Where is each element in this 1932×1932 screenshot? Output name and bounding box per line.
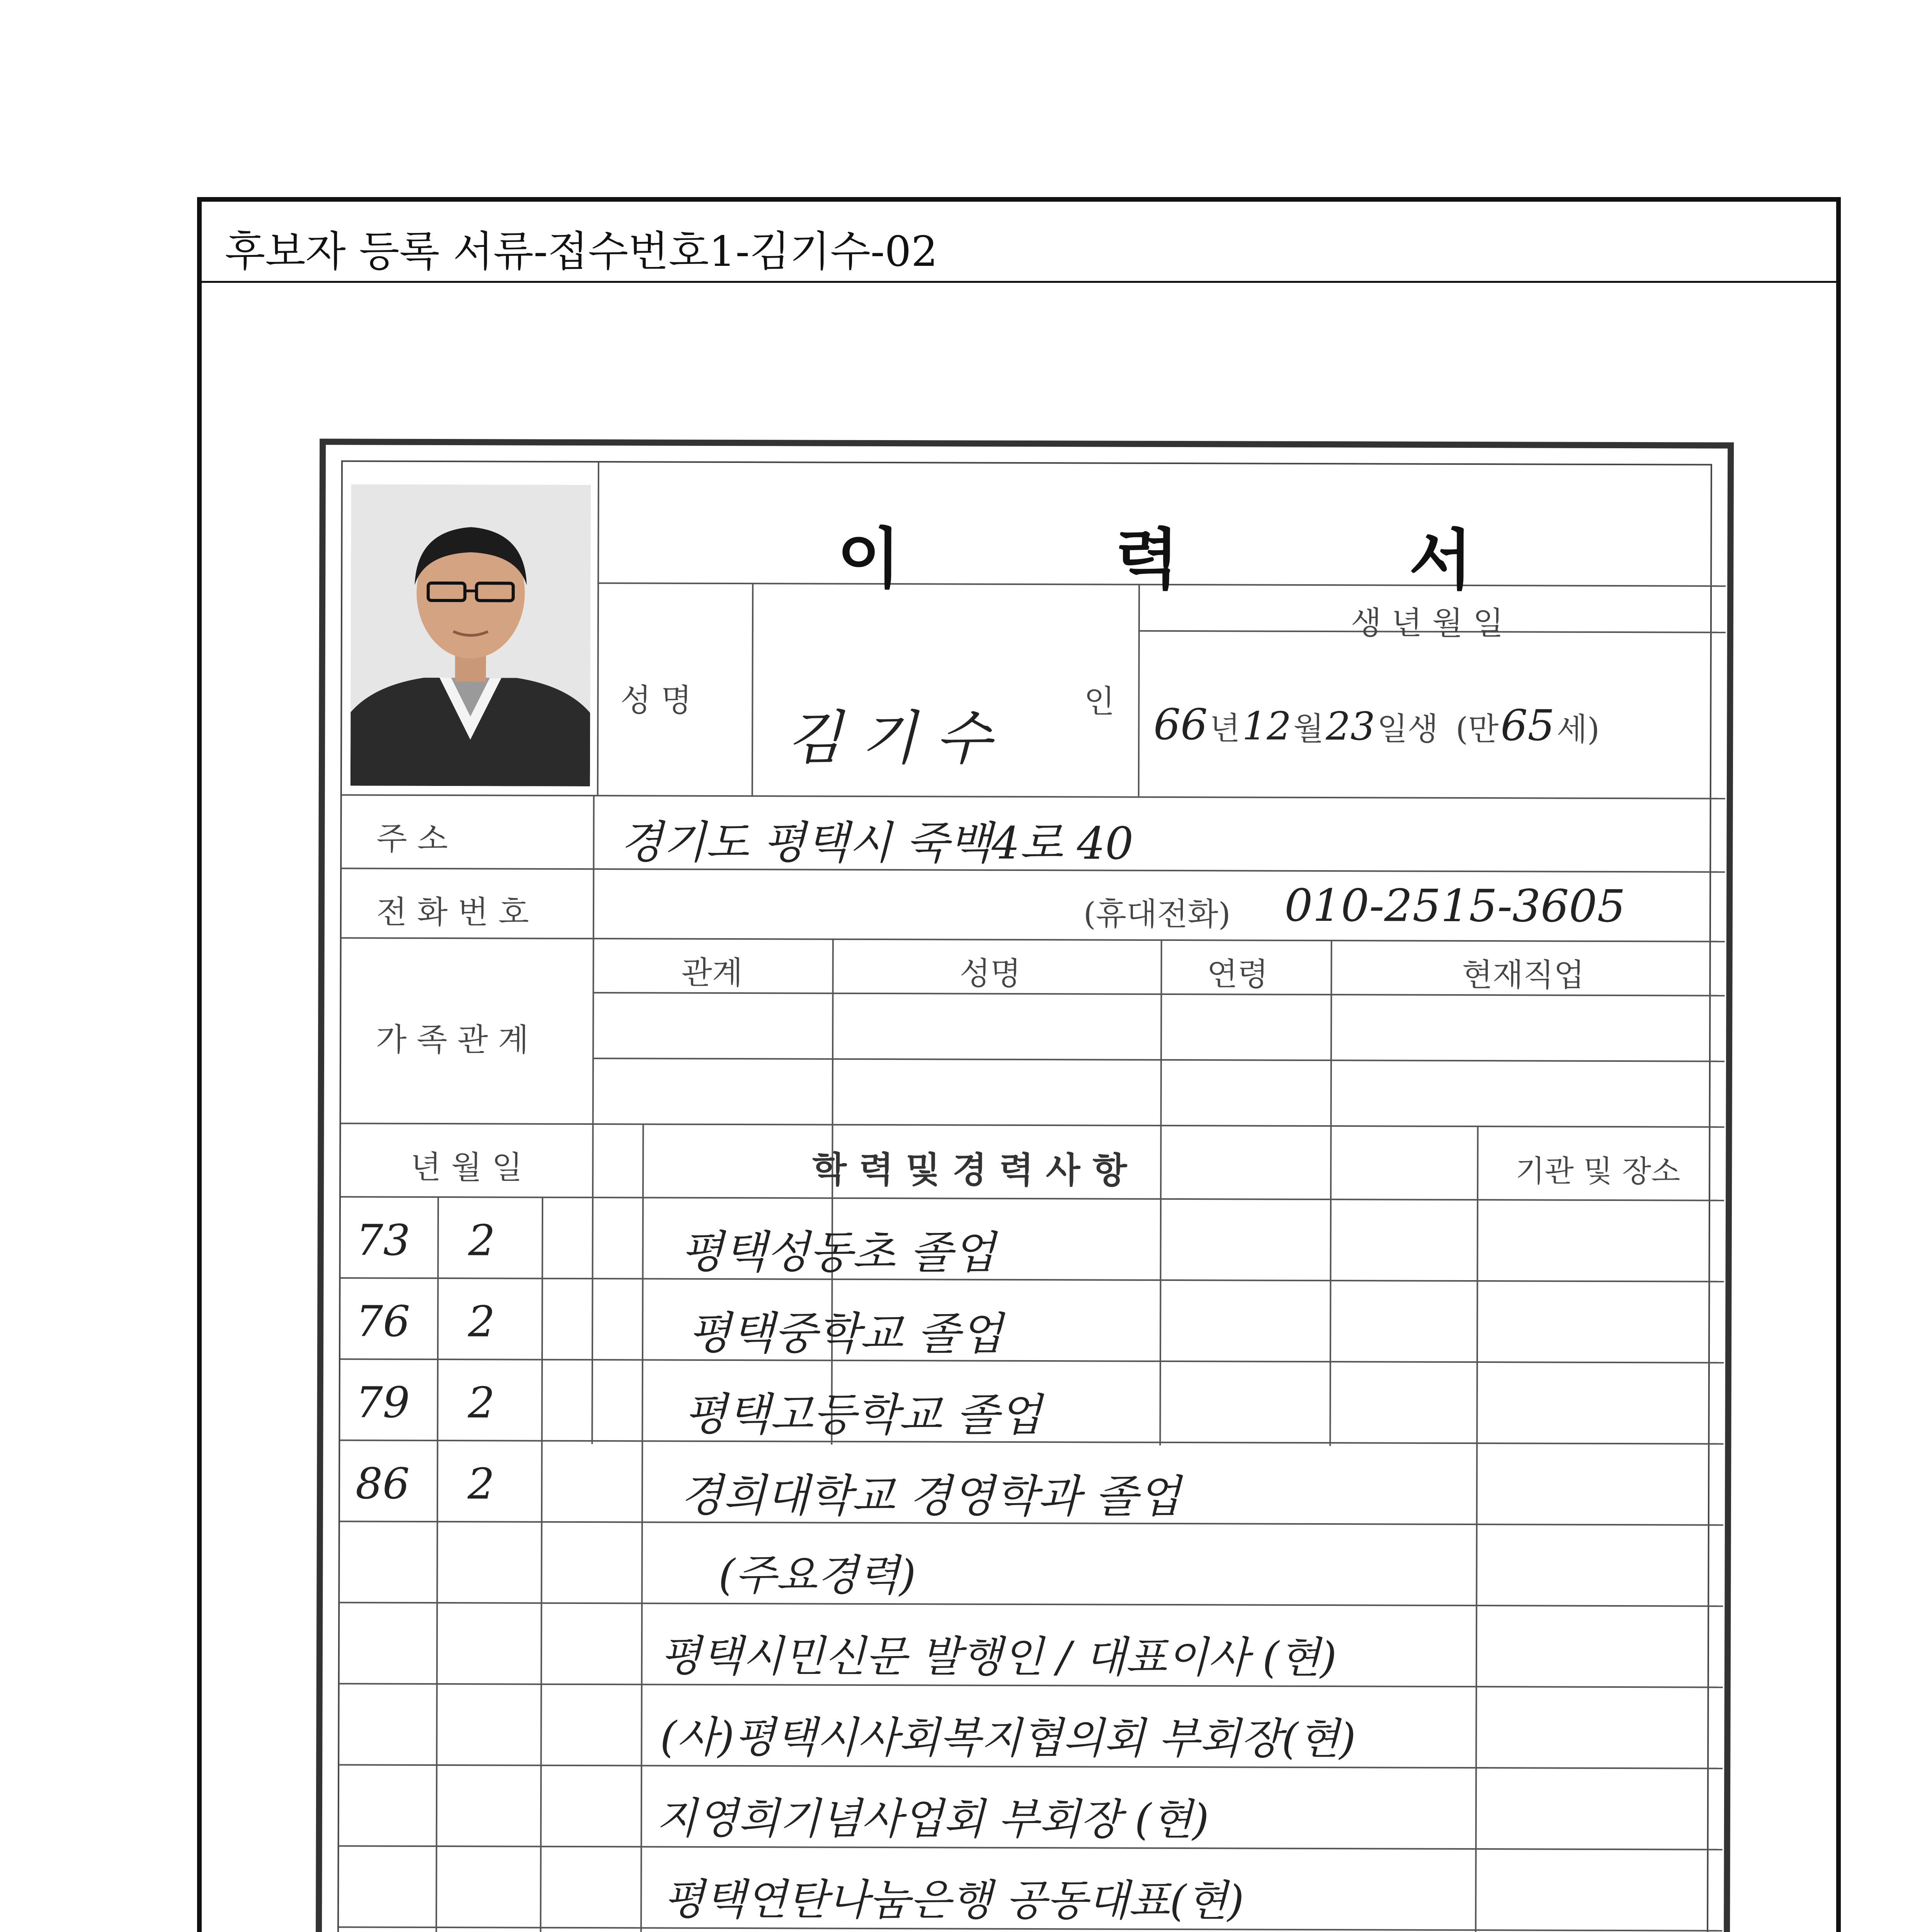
mobile-label: (휴대전화): [1083, 896, 1231, 933]
history-text: (사)평택시사회복지협의회 부회장(현): [660, 1712, 1356, 1764]
history-text: 평택성동초 졸업: [680, 1226, 996, 1279]
history-month: 2: [467, 1459, 495, 1509]
content-place-divider: [1474, 1126, 1479, 1932]
birth-day: 23: [1326, 704, 1375, 749]
history-month: 2: [468, 1297, 495, 1347]
history-month: 2: [468, 1216, 495, 1265]
row-line: [341, 1277, 1724, 1282]
history-header-place: 기관 및 장소: [1515, 1154, 1680, 1189]
history-text: 평택연탄나눔은행 공동대표(현): [663, 1874, 1244, 1926]
year-month-divider: [435, 1196, 439, 1932]
row-line: [340, 1602, 1723, 1607]
family-label: 가 족 관 계: [376, 1021, 529, 1059]
photo-divider: [597, 463, 599, 795]
birth-age: 65: [1500, 701, 1555, 750]
name-birth-divider: [1138, 584, 1140, 796]
family-header-age: 연령: [1207, 956, 1269, 993]
history-month: 2: [468, 1378, 495, 1428]
phone-value: 010-2515-3605: [1284, 879, 1626, 933]
history-text: 경희대학교 경영학과 졸업: [680, 1469, 1181, 1523]
history-text: 평택고등학교 졸업: [684, 1388, 1042, 1442]
document-title: 후보자 등록 서류-접수번호1-김기수-02: [225, 228, 938, 276]
history-year: 79: [355, 1378, 410, 1427]
birth-month: 12: [1242, 703, 1292, 749]
phone-label: 전 화 번 호: [376, 894, 529, 931]
address-value: 경기도 평택시 죽백4로 40: [620, 816, 1134, 870]
name-seal-mark: 인: [1084, 683, 1115, 720]
form-title-char-1: 이: [837, 520, 901, 598]
portrait-icon: [350, 484, 591, 786]
birth-label: 생 년 월 일: [1350, 605, 1504, 642]
date-content-divider: [639, 1123, 644, 1932]
address-top-line: [342, 794, 1725, 799]
row-line: [340, 1358, 1724, 1363]
history-header-line: [341, 1196, 1724, 1201]
history-text: 평택중학교 졸업: [688, 1307, 1003, 1360]
label-column-line: [591, 795, 594, 1444]
birth-year-unit: 년: [1209, 710, 1240, 747]
family-row-line: [592, 1058, 1725, 1062]
history-header-content: 학 력 및 경 력 사 항: [812, 1148, 1127, 1191]
birth-month-unit: 월: [1293, 710, 1324, 748]
resume-form: [314, 439, 1734, 1932]
name-value: 김 기 수: [786, 704, 992, 772]
birth-age-open: (만: [1456, 711, 1499, 748]
form-title-char-3: 서: [1409, 521, 1473, 599]
name-label: 성 명: [620, 682, 692, 719]
history-header-date: 년 월 일: [410, 1149, 523, 1186]
family-bottom-line: [341, 1122, 1725, 1128]
history-text: 평택시민신문 발행인 / 대표이사 (현): [660, 1631, 1337, 1683]
history-year: 73: [356, 1215, 410, 1265]
family-header-relation: 관계: [681, 954, 743, 992]
month-day-divider: [539, 1197, 543, 1932]
history-text: 지영희기념사업회 부회장 (현): [656, 1793, 1209, 1845]
birth-day-unit: 일생: [1377, 711, 1439, 748]
address-label: 주 소: [376, 820, 448, 858]
history-text: (주요경력): [718, 1550, 916, 1600]
applicant-photo: [350, 484, 591, 786]
birth-value: [1153, 700, 1600, 750]
document-header: [202, 202, 1836, 283]
history-year: 86: [355, 1459, 410, 1509]
form-inner-border: [336, 460, 1712, 1932]
form-title-char-2: 력: [1115, 520, 1179, 599]
family-col-3: [1329, 940, 1332, 1446]
name-label-divider: [752, 583, 753, 795]
history-year: 76: [356, 1296, 410, 1346]
birth-age-close: 세): [1556, 711, 1600, 748]
birth-year: 66: [1153, 699, 1208, 750]
family-top-line: [342, 937, 1725, 942]
family-header-job: 현재직업: [1462, 956, 1585, 994]
family-header-name: 성명: [959, 955, 1021, 992]
family-col-2: [1159, 939, 1162, 1446]
